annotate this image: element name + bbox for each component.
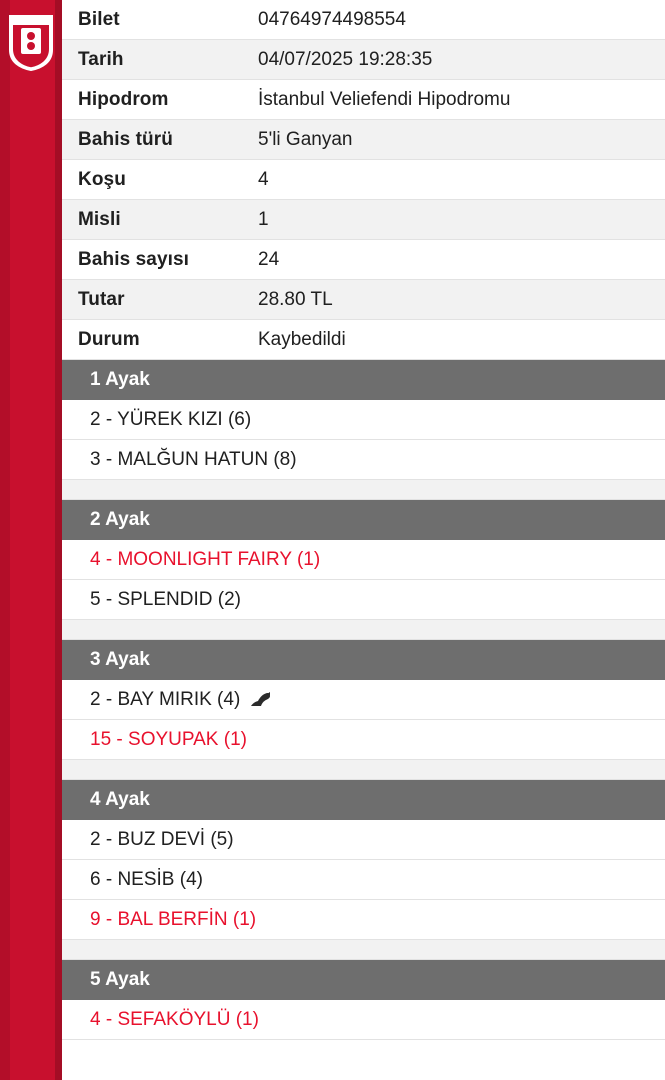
leg-header: 3 Ayak bbox=[62, 640, 665, 680]
leg-separator bbox=[62, 760, 665, 780]
runner-row[interactable] bbox=[62, 540, 665, 580]
runner-label: 15 - SOYUPAK (1) bbox=[90, 728, 247, 750]
info-row bbox=[62, 320, 665, 360]
info-value: 28.80 TL bbox=[258, 288, 333, 310]
rail-right-shadow bbox=[55, 0, 62, 1080]
info-label: Misli bbox=[78, 208, 121, 230]
runner-row[interactable] bbox=[62, 440, 665, 480]
leg-header: 1 Ayak bbox=[62, 360, 665, 400]
runner-row[interactable] bbox=[62, 680, 665, 720]
leg-separator bbox=[62, 620, 665, 640]
runner-label: 2 - BAY MIRIK (4) bbox=[90, 688, 241, 710]
info-row bbox=[62, 160, 665, 200]
runner-row[interactable] bbox=[62, 900, 665, 940]
runner-row[interactable] bbox=[62, 580, 665, 620]
club-crest-logo[interactable] bbox=[8, 14, 54, 72]
info-value: 5'li Ganyan bbox=[258, 128, 353, 150]
leg-separator bbox=[62, 940, 665, 960]
info-value: 4 bbox=[258, 168, 269, 190]
runner-row[interactable] bbox=[62, 860, 665, 900]
info-row bbox=[62, 0, 665, 40]
rail-left-shadow bbox=[0, 0, 10, 1080]
info-label: Durum bbox=[78, 328, 140, 350]
info-value: 1 bbox=[258, 208, 269, 230]
info-value: 04/07/2025 19:28:35 bbox=[258, 48, 433, 70]
info-label: Hipodrom bbox=[78, 88, 169, 110]
info-row bbox=[62, 280, 665, 320]
leg-separator bbox=[62, 480, 665, 500]
info-row bbox=[62, 240, 665, 280]
info-label: Tarih bbox=[78, 48, 124, 70]
leg-header: 4 Ayak bbox=[62, 780, 665, 820]
runner-label: 9 - BAL BERFİN (1) bbox=[90, 908, 257, 930]
ticket-info-table bbox=[62, 0, 665, 360]
ticket-content bbox=[62, 0, 665, 1080]
runner-row[interactable] bbox=[62, 820, 665, 860]
info-label: Koşu bbox=[78, 168, 126, 190]
runner-row[interactable] bbox=[62, 400, 665, 440]
info-label: Bilet bbox=[78, 8, 120, 30]
runner-label: 2 - YÜREK KIZI (6) bbox=[90, 408, 252, 430]
info-label: Tutar bbox=[78, 288, 125, 310]
info-label: Bahis sayısı bbox=[78, 248, 190, 270]
leg-header: 5 Ayak bbox=[62, 960, 665, 1000]
horse-icon bbox=[250, 692, 272, 708]
info-value: Kaybedildi bbox=[258, 328, 346, 350]
info-value: İstanbul Veliefendi Hipodromu bbox=[258, 88, 511, 110]
info-row bbox=[62, 40, 665, 80]
info-value: 24 bbox=[258, 248, 280, 270]
runner-label: 4 - MOONLIGHT FAIRY (1) bbox=[90, 548, 321, 570]
runner-label: 6 - NESİB (4) bbox=[90, 868, 203, 890]
legs-list bbox=[62, 360, 665, 1040]
info-label: Bahis türü bbox=[78, 128, 173, 150]
left-brand-rail bbox=[0, 0, 62, 1080]
leg-header: 2 Ayak bbox=[62, 500, 665, 540]
info-row bbox=[62, 120, 665, 160]
runner-label: 5 - SPLENDID (2) bbox=[90, 588, 241, 610]
runner-label: 2 - BUZ DEVİ (5) bbox=[90, 828, 234, 850]
info-row bbox=[62, 80, 665, 120]
runner-row[interactable] bbox=[62, 1000, 665, 1040]
runner-label: 4 - SEFAKÖYLÜ (1) bbox=[90, 1008, 259, 1030]
info-value: 04764974498554 bbox=[258, 8, 406, 30]
runner-row[interactable] bbox=[62, 720, 665, 760]
info-row bbox=[62, 200, 665, 240]
runner-label: 3 - MALĞUN HATUN (8) bbox=[90, 448, 297, 470]
